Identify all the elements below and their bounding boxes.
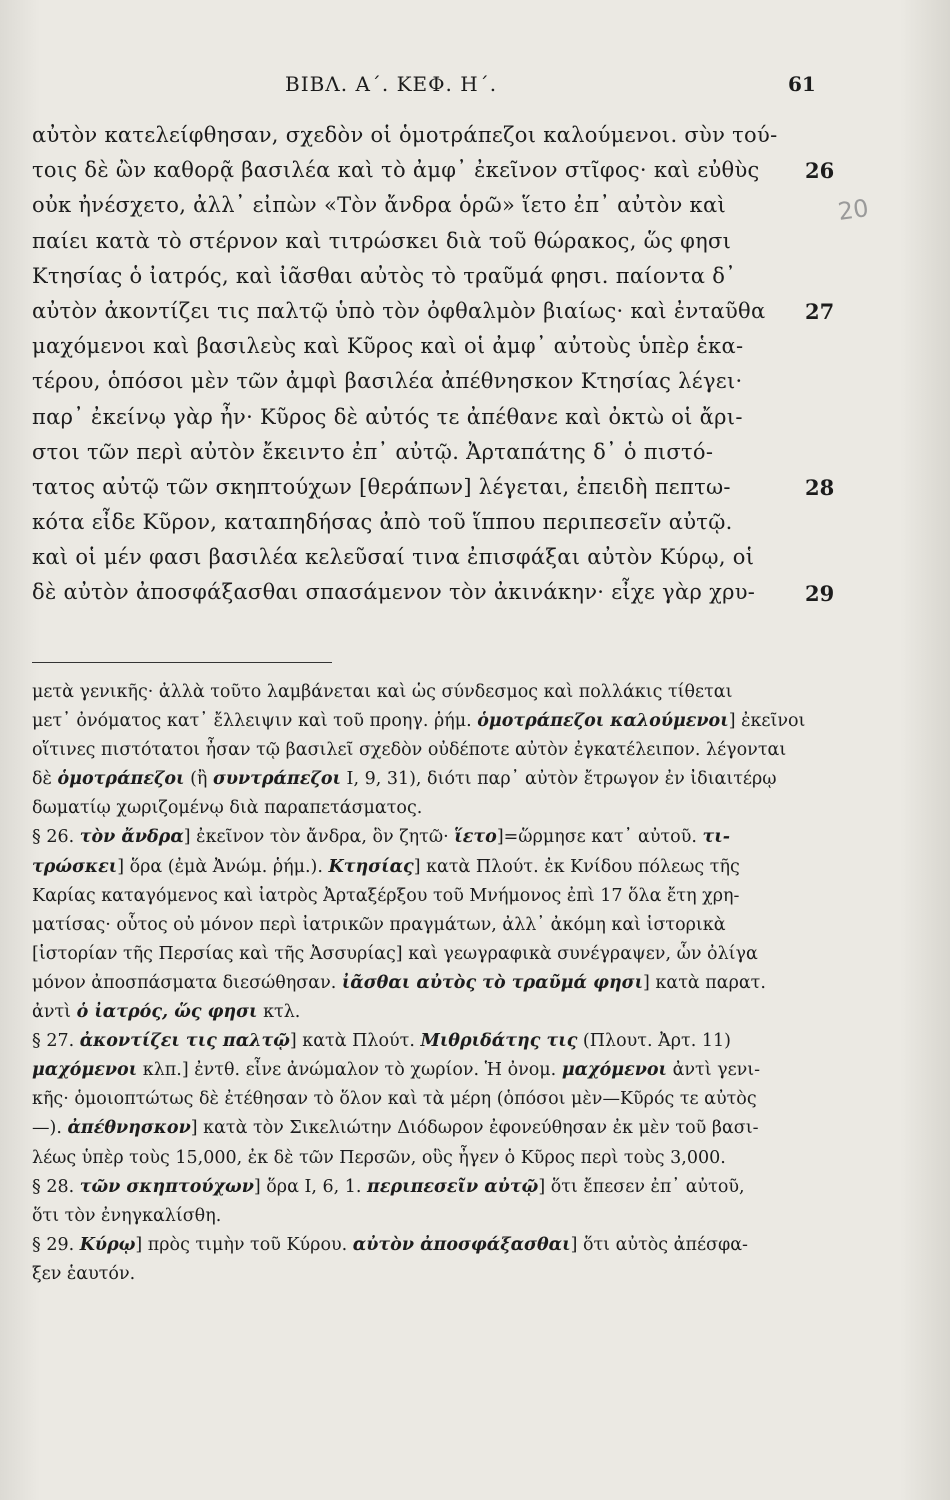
- main-text-line: τοις δὲ ὢν καθορᾷ βασιλέα καὶ τὸ ἀμφ᾽ ἐκεῖνον στῖφος· καὶ εὐθὺς: [32, 158, 760, 183]
- note-text: δωματίῳ χωριζομένῳ διὰ παραπετάσματος.: [32, 798, 423, 819]
- note-lemma: τρώσκει: [32, 856, 118, 877]
- note-lemma: περιπεσεῖν αὐτῷ: [367, 1176, 539, 1197]
- note-text: ] ἐκεῖνοι: [728, 711, 806, 732]
- main-text-line: παίει κατὰ τὸ στέρνον καὶ τιτρώσκει διὰ τοῦ θώρακος, ὥς φησι: [32, 228, 732, 253]
- note-lemma: τῶν σκηπτούχων: [79, 1176, 254, 1197]
- note-line: [32, 1173, 832, 1202]
- note-text: ]=ὥρμησε κατ᾽ αὐτοῦ.: [496, 827, 703, 848]
- note-lemma: ὁμοτράπεζοι καλούμενοι: [477, 711, 729, 732]
- note-text: μετὰ γενικῆς· ἀλλὰ τοῦτο λαμβάνεται καὶ ὡς σύνδεσμος καὶ πολλάκις τίθεται: [32, 682, 733, 702]
- note-text: ματίσας· οὗτος οὐ μόνον περὶ ἰατρικῶν πραγμάτων, ἀλλ᾽ ἀκόμη καὶ ἱστορικὰ: [32, 914, 726, 935]
- note-lemma: τὸν ἄνδρα: [79, 827, 184, 848]
- note-lemma: ἰᾶσθαι αὐτὸς τὸ τραῦμά φησι: [341, 972, 644, 993]
- note-text: οἵτινες πιστότατοι ἦσαν τῷ βασιλεῖ σχεδὸν οὐδέποτε αὐτὸν ἐγκατέλειπον. λέγονται: [32, 740, 787, 761]
- section-number: 29: [805, 580, 835, 606]
- note-text: κῆς· ὁμοιοπτώτως δὲ ἐτέθησαν τὸ ὅλον καὶ τὰ μέρη (ὁπόσοι μὲν—Κῦρός τε αὐτὸς: [32, 1089, 757, 1110]
- note-lemma: ἵετο: [454, 827, 497, 848]
- note-lemma: μαχόμενοι: [32, 1060, 138, 1081]
- note-line: [32, 969, 832, 998]
- main-text-line: οὐκ ἠνέσχετο, ἀλλ᾽ εἰπὼν «Τὸν ἄνδρα ὁρῶ» ἵετο ἐπ᾽ αὐτὸν καὶ: [32, 193, 726, 218]
- page-number: 61: [788, 72, 816, 96]
- note-text: § 28.: [32, 1176, 80, 1197]
- note-line: [32, 678, 832, 707]
- note-line: [32, 765, 832, 794]
- note-line: [32, 853, 832, 882]
- main-text: [32, 118, 835, 611]
- note-text: § 27.: [32, 1031, 80, 1052]
- running-title: ΒΙΒΛ. Α΄. ΚΕΦ. Η΄.: [285, 72, 498, 96]
- note-line: [32, 707, 832, 736]
- note-text: ] ὅτι αὐτὸς ἀπέσφα-: [570, 1234, 748, 1255]
- main-text-line: δὲ αὐτὸν ἀποσφάξασθαι σπασάμενον τὸν ἀκινάκην· εἶχε γὰρ χρυ-: [32, 580, 756, 605]
- note-lemma: αὐτὸν ἀποσφάξασθαι: [352, 1234, 571, 1255]
- note-lemma: ὁ ἰατρός, ὥς φησι: [76, 1002, 258, 1023]
- note-text: ] ὅτι ἔπεσεν ἐπ᾽ αὐτοῦ,: [538, 1176, 745, 1197]
- main-text-line: αὐτὸν κατελείφθησαν, σχεδὸν οἱ ὁμοτράπεζοι καλούμενοι. σὺν τού-: [32, 123, 778, 147]
- note-line: [32, 911, 832, 940]
- commentary-notes: [32, 678, 832, 1289]
- note-text: ] ἐκεῖνον τὸν ἄνδρα, ὃν ζητῶ·: [183, 827, 455, 848]
- note-text: [ἱστορίαν τῆς Περσίας καὶ τῆς Ἀσσυρίας] καὶ γεωγραφικὰ συνέγραψεν, ὧν ὀλίγα: [32, 943, 758, 964]
- note-line: [32, 823, 832, 852]
- note-text: Καρίας καταγόμενος καὶ ἰατρὸς Ἀρταξέρξου τοῦ Μνήμονος ἐπὶ 17 ὅλα ἔτη χρη-: [32, 885, 740, 906]
- note-text: ] ὅρα I, 6, 1.: [253, 1176, 368, 1197]
- note-lemma: Κτησίας: [328, 856, 414, 877]
- page-header: [0, 72, 950, 102]
- note-lemma: μαχόμενοι: [561, 1060, 668, 1081]
- note-text: ] κατὰ Πλούτ. ἐκ Κνίδου πόλεως τῆς: [413, 856, 740, 877]
- note-line: [32, 1114, 832, 1143]
- note-lemma: ὁμοτράπεζοι: [57, 769, 185, 790]
- note-text: κλπ.] ἐντθ. εἶνε ἀνώμαλον τὸ χωρίον. Ἡ ὀνομ.: [137, 1060, 562, 1081]
- note-text: —).: [32, 1118, 68, 1139]
- note-text: § 26.: [32, 827, 80, 848]
- note-text: μετ᾽ ὀνόματος κατ᾽ ἔλλειψιν καὶ τοῦ προηγ. ῥήμ.: [32, 711, 478, 732]
- section-number: 28: [805, 475, 835, 500]
- note-text: § 29.: [32, 1234, 80, 1255]
- main-text-line: τατος αὐτῷ τῶν σκηπτούχων [θεράπων] λέγεται, ἐπειδὴ πεπτω-: [32, 474, 731, 499]
- note-lemma: συντράπεζοι: [212, 769, 341, 790]
- note-text: λέως ὑπὲρ τοὺς 15,000, ἐκ δὲ τῶν Περσῶν, οὓς ἦγεν ὁ Κῦρος περὶ τοὺς 3,000.: [32, 1147, 726, 1168]
- note-line: [32, 1202, 832, 1231]
- note-line: [32, 1056, 832, 1085]
- note-text: I, 9, 31), διότι παρ᾽ αὐτὸν ἔτρωγον ἐν ἰδιαιτέρῳ: [340, 769, 777, 790]
- note-line: [32, 1085, 832, 1114]
- main-text-line: μαχόμενοι καὶ βασιλεὺς καὶ Κῦρος καὶ οἱ ἀμφ᾽ αὐτοὺς ὑπὲρ ἑκα-: [32, 334, 744, 359]
- note-line: [32, 1231, 832, 1260]
- main-text-line: αὐτὸν ἀκοντίζει τις παλτῷ ὑπὸ τὸν ὀφθαλμὸν βιαίως· καὶ ἐνταῦθα: [32, 298, 766, 323]
- note-line: [32, 940, 832, 969]
- note-text: ] ὅρα (ἐμὰ Ἀνώμ. ῥήμ.).: [117, 856, 329, 877]
- note-text: ] κατὰ παρατ.: [643, 972, 766, 993]
- footnote-rule: [32, 662, 332, 663]
- note-text: ξεν ἑαυτόν.: [32, 1263, 136, 1284]
- note-line: [32, 1027, 832, 1056]
- section-number: 26: [805, 158, 835, 184]
- note-line: [32, 1260, 832, 1289]
- main-text-line: Κτησίας ὁ ἰατρός, καὶ ἰᾶσθαι αὐτὸς τὸ τραῦμά φησι. παίοντα δ᾽: [32, 263, 736, 288]
- note-text: μόνον ἀποσπάσματα διεσώθησαν.: [32, 972, 342, 993]
- note-text: δὲ: [32, 769, 58, 790]
- note-text: ] πρὸς τιμὴν τοῦ Κύρου.: [135, 1234, 353, 1255]
- main-text-line: καὶ οἱ μέν φασι βασιλέα κελεῦσαί τινα ἐπισφάξαι αὐτὸν Κύρῳ, οἱ: [32, 545, 755, 570]
- note-line: [32, 736, 832, 765]
- note-text: ἀντὶ: [32, 1002, 77, 1023]
- note-lemma: τι-: [702, 827, 730, 848]
- note-text: κτλ.: [257, 1002, 301, 1023]
- main-text-line: παρ᾽ ἐκείνῳ γὰρ ἦν· Κῦρος δὲ αὐτός τε ἀπέθανε καὶ ὀκτὼ οἱ ἄρι-: [32, 404, 743, 429]
- note-text: ἀντὶ γενι-: [667, 1060, 761, 1081]
- note-line: [32, 998, 832, 1027]
- note-lemma: Μιθριδάτης τις: [420, 1031, 578, 1052]
- note-text: (ἢ: [184, 769, 213, 790]
- note-text: ὅτι τὸν ἐνηγκαλίσθη.: [32, 1205, 222, 1226]
- note-line: [32, 794, 832, 823]
- note-line: [32, 882, 832, 911]
- note-lemma: ἀκοντίζει τις παλτῷ: [79, 1031, 290, 1052]
- note-line: [32, 1144, 832, 1173]
- note-text: (Πλουτ. Ἀρτ. 11): [577, 1031, 731, 1052]
- note-lemma: Κύρῳ: [79, 1234, 136, 1255]
- note-lemma: ἀπέθνησκον: [67, 1118, 191, 1139]
- section-number: 27: [805, 299, 835, 324]
- main-text-line: τέρου, ὁπόσοι μὲν τῶν ἀμφὶ βασιλέα ἀπέθνησκον Κτησίας λέγει·: [32, 369, 743, 394]
- main-text-line: κότα εἶδε Κῦρον, καταπηδήσας ἀπὸ τοῦ ἵππου περιπεσεῖν αὐτῷ.: [32, 510, 733, 535]
- handwritten-mark: 20: [836, 194, 871, 226]
- main-text-line: στοι τῶν περὶ αὐτὸν ἔκειντο ἐπ᾽ αὐτῷ. Ἀρταπάτης δ᾽ ὁ πιστό-: [32, 439, 714, 464]
- note-text: ] κατὰ τὸν Σικελιώτην Διόδωρον ἐφονεύθησαν ἐκ μὲν τοῦ βασι-: [190, 1118, 759, 1139]
- note-text: ] κατὰ Πλούτ.: [289, 1031, 421, 1052]
